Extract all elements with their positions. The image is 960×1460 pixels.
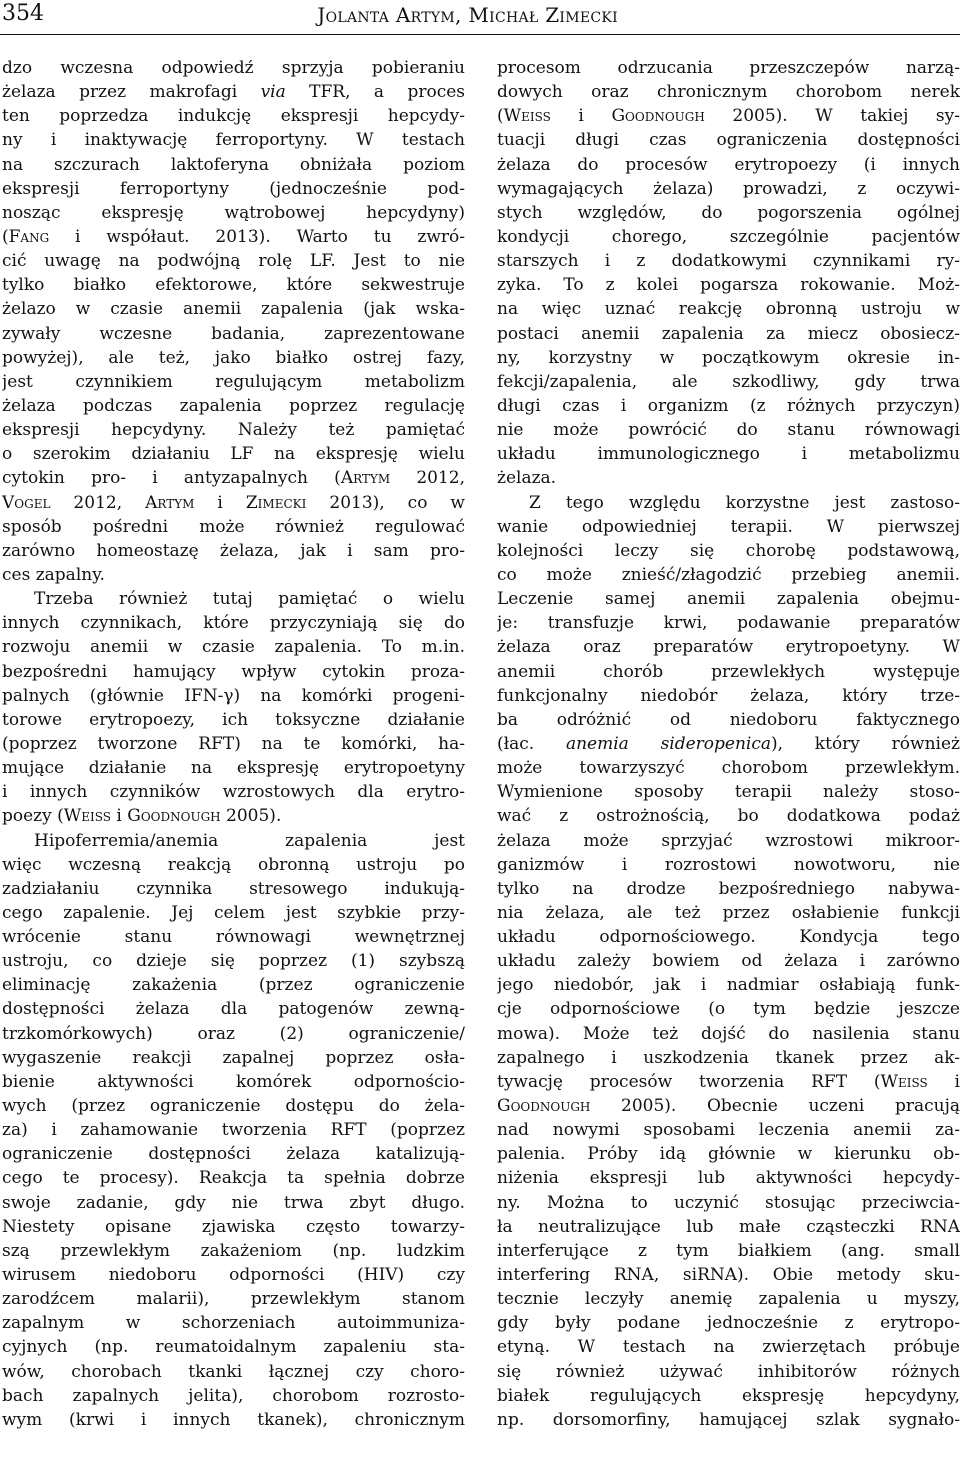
text-line: zywały wczesne badania, zaprezentowane [2,323,465,344]
author-name: Fang [8,226,50,247]
text-line: się również używać inhibitorów różnych [497,1361,960,1382]
text-line: anemii chorób przewlekłych występuje [497,661,960,682]
text-line: Leczenie samej anemii zapalenia obejmu- [497,589,960,610]
text-line: (łac. anemia sideropenica), który również [497,733,960,754]
text-line: żelazo w czasie anemii zapalenia (jak wska- [2,299,465,320]
text-line: Trzeba również tutaj pamiętać o wielu [34,589,465,610]
text-line: starszych i z dodatkowymi czynnikami ry- [497,251,960,272]
text-line: wanie odpowiedniej terapii. W pierwszej [497,516,960,537]
text-line: nosząc ekspresję wątrobowej hepcydyny) [2,202,465,223]
text-line: ograniczenie dostępności żelaza katalizują- [2,1144,465,1165]
text-line: kondycji chorego, szczególnie pacjentów [497,226,960,247]
text-line: tuacji długi czas ograniczenia dostępności [497,130,960,151]
text-line: ny. Można to uczynić stosując przeciwcia- [497,1192,960,1213]
author-name: Vogel [2,492,51,513]
page-header [0,0,960,35]
italic-term: anemia sideropenica [565,733,772,754]
text-line: eliminację zakażenia (przez ograniczenie [2,975,465,996]
text-line: postaci anemii zapalenia za miecz obosiecz- [497,323,960,344]
text-line: tecznie leczyły anemię zapalenia u myszy, [497,1289,960,1310]
text-line: co może znieść/złagodzić przebieg anemii. [497,564,960,585]
text-line: trzkomórkowych) oraz (2) ograniczenie/ [2,1023,465,1044]
text-line: (Fang i współaut. 2013). Warto tu zwró- [2,226,465,247]
text-line: wrócenie stanu równowagi wewnętrznej [2,927,465,948]
text-line: cego te procesy). Reakcja ta spełnia dobrze [2,1168,465,1189]
text-line: dostępności żelaza dla patogenów zewną- [2,999,465,1020]
author-name: Weiss [63,806,111,827]
text-line: tylko na drodze bezpośredniego nabywa- [497,878,960,899]
text-line: bezpośredni hamujący wpływ cytokin proza- [2,661,465,682]
text-line: na szczurach laktoferyna obniżała poziom [2,154,465,175]
text-line: wów, chorobach tkanki łącznej czy choro- [2,1361,465,1382]
text-line: wirusem niedoboru odporności (HIV) czy [2,1265,465,1286]
right-column [497,56,960,1432]
text-line: procesom odrzucania przeszczepów narzą- [497,58,960,78]
author-name: Goodnough [127,806,221,827]
text-line: wymagających żelaza) prowadzi, z oczywi- [497,178,960,199]
text-line: długi czas i organizm (z różnych przyczyn) [497,395,960,416]
text-line: więc wczesną reakcją obronną ustroju po [2,854,465,875]
text-line: Goodnough 2005). Obecnie uczeni pracują [497,1096,960,1117]
text-line: niżenia ekspresji lub aktywności hepcydy- [497,1168,960,1189]
text-line: interfering RNA, siRNA). Obie metody sku- [497,1265,960,1286]
running-head: Jolanta Artym, Michał Zimecki [317,3,618,27]
text-line: wym (krwi i innych tkanek), chronicznym [2,1409,465,1430]
text-line: wygaszenie reakcji zapalnej poprzez osła- [2,1047,465,1068]
text-line: nia żelaza, ale też przez osłabienie funkcji [497,902,960,923]
text-line: innych czynnikach, które przyczyniają się do [2,613,465,634]
text-line: powyżej), ale też, jako białko ostrej fazy, [2,347,465,368]
text-line: Vogel 2012, Artym i Zimecki 2013), co w [2,492,465,513]
text-line: cyjnych (np. reumatoidalnym zapaleniu sta- [2,1337,465,1358]
text-line: nad nowymi sposobami leczenia anemii za- [497,1120,960,1141]
text-line: dzo wczesna odpowiedź sprzyja pobieraniu [2,58,465,78]
text-line: zarodźcem malarii), przewlekłym stanom [2,1289,465,1310]
text-line: funkcjonalny niedobór żelaza, który trze- [497,685,960,706]
author-name: Artym [340,468,391,489]
text-line: wać z ostrożnością, bo dodatkowa podaż [497,806,960,827]
text-line: zapalnym w schorzeniach autoimmuniza- [2,1313,465,1334]
text-line: np. dorsomorfiny, hamującej szlak sygnało- [497,1409,960,1430]
text-line: poezy (Weiss i Goodnough 2005). [2,806,282,827]
text-line: jego niedobór, jak i nadmiar osłabiają funk- [497,975,960,996]
text-line: żelaza może sprzyjać wzrostowi mikroor- [497,830,960,851]
text-line: ekspresji hepcydyny. Należy też pamiętać [2,420,465,441]
text-line: żelaza podczas zapalenia poprzez regulację [2,395,465,416]
text-line: ten poprzedza indukcję ekspresji hepcydy- [2,106,465,127]
text-line: Niestety opisane zjawiska często towarzy- [2,1216,465,1237]
text-line: torowe erytropoezy, ich toksyczne działanie [2,709,465,730]
text-line: interferujące z tym białkiem (ang. small [497,1240,960,1261]
author-name: Artym [145,492,195,513]
text-line: za) i zahamowanie tworzenia RFT (poprzez [2,1120,465,1141]
text-line: zarówno homeostazę żelaza, jak i sam pro- [2,540,465,561]
text-line: cje odpornościowe (o tym będzie jeszcze [497,999,960,1020]
text-line: Hipoferremia/anemia zapalenia jest [34,830,465,851]
text-line: palenia. Próby idą głównie w kierunku ob- [497,1144,960,1165]
text-line: ny, korzystny w początkowym okresie in- [497,347,960,368]
text-line: tywację procesów tworzenia RFT (Weiss i [497,1071,960,1092]
text-line: palnych (głównie IFN-γ) na komórki progeni- [2,685,465,706]
text-line: swoje zadanie, gdy nie trwa zbyt długo. [2,1192,465,1213]
text-line: i innych czynników wzrostowych dla erytro- [2,782,465,803]
text-line: nie może powrócić do stanu równowagi [497,420,960,441]
text-line: ny i inaktywację ferroportyny. W testach [2,130,465,151]
text-line: je: transfuzje krwi, podawanie preparatów [497,613,960,634]
author-name: Goodnough [611,106,705,127]
left-column [2,56,465,1432]
text-line: wych (przez ograniczenie dostępu do żela- [2,1096,465,1117]
text-line: cić uwagę na podwójną rolę LF. Jest to nie [2,251,465,272]
text-line: układu odpornościowego. Kondycja tego [497,927,960,948]
text-line: sposób pośredni może również regulować [2,516,465,537]
text-line: bienie aktywności komórek odpornościo- [2,1071,465,1092]
text-line: rozwoju anemii w czasie zapalenia. To m.in. [2,637,465,658]
text-line: dowych oraz chronicznym chorobom nerek [497,82,960,103]
text-line: białek regulujących ekspresję hepcydyny, [497,1385,960,1406]
text-line: na więc uznać reakcję obronną ustroju w [497,299,960,320]
text-line: ces zapalny. [2,564,105,585]
text-line: etyną. W testach na zwierzętach próbuje [497,1337,960,1358]
italic-term: via [260,82,286,103]
text-line: zapalnego i uszkodzenia tkanek przez ak- [497,1047,960,1068]
author-name: Weiss [503,106,551,127]
text-line: o szerokim działaniu LF na ekspresję wielu [2,444,465,465]
text-line: ustroju, co dzieje się poprzez (1) szybszą [2,951,465,972]
text-line: stych względów, do pogorszenia ogólnej [497,202,960,223]
text-line: bach zapalnych jelita), chorobom rozrosto- [2,1385,465,1406]
text-line: układu zależy bowiem od żelaza i zarówno [497,951,960,972]
text-line: żelaza. [497,468,557,489]
author-name: Weiss [880,1071,928,1092]
text-line: cytokin pro- i antyzapalnych (Artym 2012, [2,468,465,489]
text-line: gdy były podane jednocześnie z erytropo- [497,1313,960,1334]
text-line: (poprzez tworzone RFT) na te komórki, ha- [2,733,465,754]
text-line: zyka. To z kolei pogarsza rokowanie. Moż- [497,275,960,296]
text-line: cego zapalenie. Jej celem jest szybkie przy- [2,902,465,923]
text-line: ganizmów i rozrostowi nowotworu, nie [497,854,960,875]
text-line: tylko białko efektorowe, które sekwestruje [2,275,465,296]
text-line: żelaza przez makrofagi via TFR, a proces [2,82,465,103]
text-line: fekcji/zapalenia, ale szkodliwy, gdy trwa [497,371,960,392]
text-line: Wymienione sposoby terapii należy stoso- [497,782,960,803]
text-line: szą przewlekłym zakażeniom (np. ludzkim [2,1240,465,1261]
text-line: mujące działanie na ekspresję erytropoetyny [2,758,465,779]
text-line: żelaza oraz preparatów erytropoetyny. W [497,637,960,658]
text-line: Z tego względu korzystne jest zastoso- [529,492,960,513]
author-name: Zimecki [245,492,307,513]
text-line: kolejności leczy się chorobę podstawową, [497,540,960,561]
text-line: ba odróżnić od niedoboru faktycznego [497,709,960,730]
text-line: może towarzyszyć chorobom przewlekłym. [497,758,960,779]
page-number: 354 [2,1,44,26]
text-line: mowa). Może też dojść do nasilenia stanu [497,1023,960,1044]
text-line: jest czynnikiem regulującym metabolizm [2,371,465,392]
text-line: (Weiss i Goodnough 2005). W takiej sy- [497,106,960,127]
text-line: żelaza do procesów erytropoezy (i innych [497,154,960,175]
author-name: Goodnough [497,1096,591,1117]
text-line: ekspresji ferroportyny (jednocześnie pod- [2,178,465,199]
text-line: ła neutralizujące lub małe cząsteczki RNA [497,1216,960,1237]
text-line: zadziałaniu czynnika stresowego indukują- [2,878,465,899]
text-line: układu immunologicznego i metabolizmu [497,444,960,465]
